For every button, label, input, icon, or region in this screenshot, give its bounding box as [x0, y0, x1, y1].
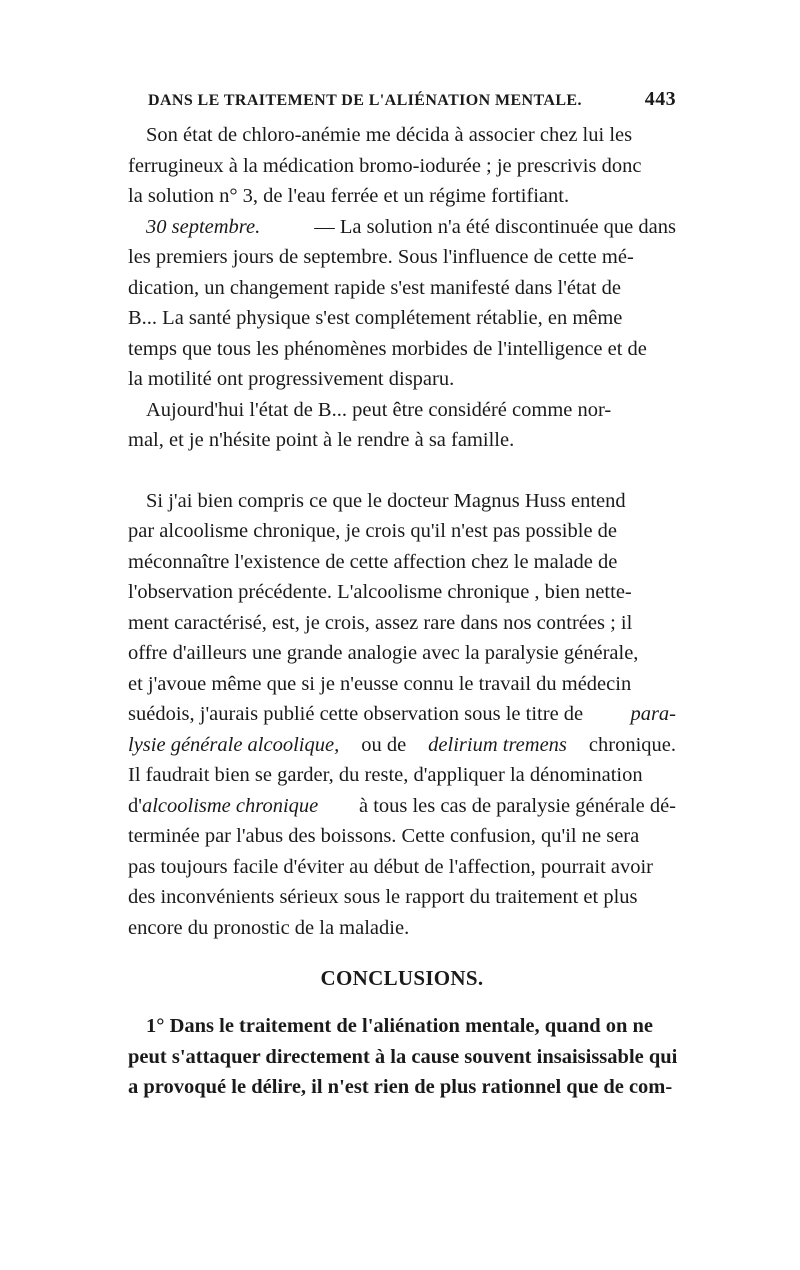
text-line: d'alcoolisme chronique à tous les cas de paralysie générale dé- — [128, 794, 676, 817]
text-line: méconnaître l'existence de cette affection chez le malade de — [128, 550, 618, 573]
text-line: Son état de chloro-anémie me décida à associer chez lui les — [146, 124, 633, 146]
text-line: Si j'ai bien compris ce que le docteur Magnus Huss entend — [146, 489, 626, 512]
book-page — [128, 88, 676, 1103]
text-line: et j'avoue même que si je n'eusse connu le travail du médecin — [128, 672, 632, 695]
paragraph-1 — [128, 120, 676, 212]
page-header — [128, 88, 676, 120]
text-line: l'observation précédente. L'alcoolisme chronique , bien nette- — [128, 581, 632, 603]
text-line: lysie générale alcoolique, ou de delirium tremens chronique. — [128, 733, 676, 756]
paragraph-4 — [128, 486, 676, 944]
paragraph-2 — [128, 212, 676, 395]
conclusions-paragraph — [128, 1011, 676, 1103]
text-line: 1° Dans le traitement de l'aliénation mentale, quand on ne — [146, 1015, 654, 1037]
text-line: par alcoolisme chronique, je crois qu'il n'est pas possible de — [128, 520, 618, 542]
running-title: DANS LE TRAITEMENT DE L'ALIÉNATION MENTALE. — [148, 92, 582, 109]
text-line: encore du pronostic de la maladie. — [128, 916, 410, 939]
text-line: les premiers jours de septembre. Sous l'influence de cette mé- — [128, 246, 634, 268]
text-line: suédois, j'aurais publié cette observation sous le titre de para- — [128, 703, 676, 725]
text-line: mal, et je n'hésite point à le rendre à sa famille. — [128, 429, 515, 451]
text-line: offre d'ailleurs une grande analogie avec la paralysie générale, — [128, 642, 639, 664]
text-line: Il faudrait bien se garder, du reste, d'appliquer la dénomination — [128, 764, 643, 786]
text-line: dication, un changement rapide s'est manifesté dans l'état de — [128, 276, 621, 299]
text-line: pas toujours facile d'éviter au début de l'affection, pourrait avoir — [128, 855, 654, 878]
text-line: la motilité ont progressivement disparu. — [128, 368, 455, 390]
text-line: temps que tous les phénomènes morbides de l'intelligence et de — [128, 337, 647, 360]
text-line: B... La santé physique s'est complétement rétablie, en même — [128, 307, 623, 329]
paragraph-3 — [128, 395, 676, 456]
section-heading: CONCLUSIONS. — [320, 966, 484, 990]
text-line: a provoqué le délire, il n'est rien de plus rationnel que de com- — [128, 1076, 673, 1098]
date-label: 30 septembre. — [146, 215, 261, 238]
text-line: des inconvénients sérieux sous le rapport du traitement et plus — [128, 886, 638, 908]
text-line: ferrugineux à la médication bromo-iodurée ; je prescrivis donc — [128, 154, 642, 177]
text-line: 30 septembre. — La solution n'a été discontinuée que dans — [128, 212, 676, 243]
text-line: terminée par l'abus des boissons. Cette confusion, qu'il ne sera — [128, 825, 640, 847]
text-line: Aujourd'hui l'état de B... peut être considéré comme nor- — [146, 398, 612, 421]
text-line: la solution n° 3, de l'eau ferrée et un régime fortifiant. — [128, 185, 570, 207]
text-line: ment caractérisé, est, je crois, assez rare dans nos contrées ; il — [128, 611, 633, 634]
page-number: 443 — [644, 88, 676, 110]
text-line: peut s'attaquer directement à la cause souvent insaisissable qui — [128, 1045, 678, 1068]
